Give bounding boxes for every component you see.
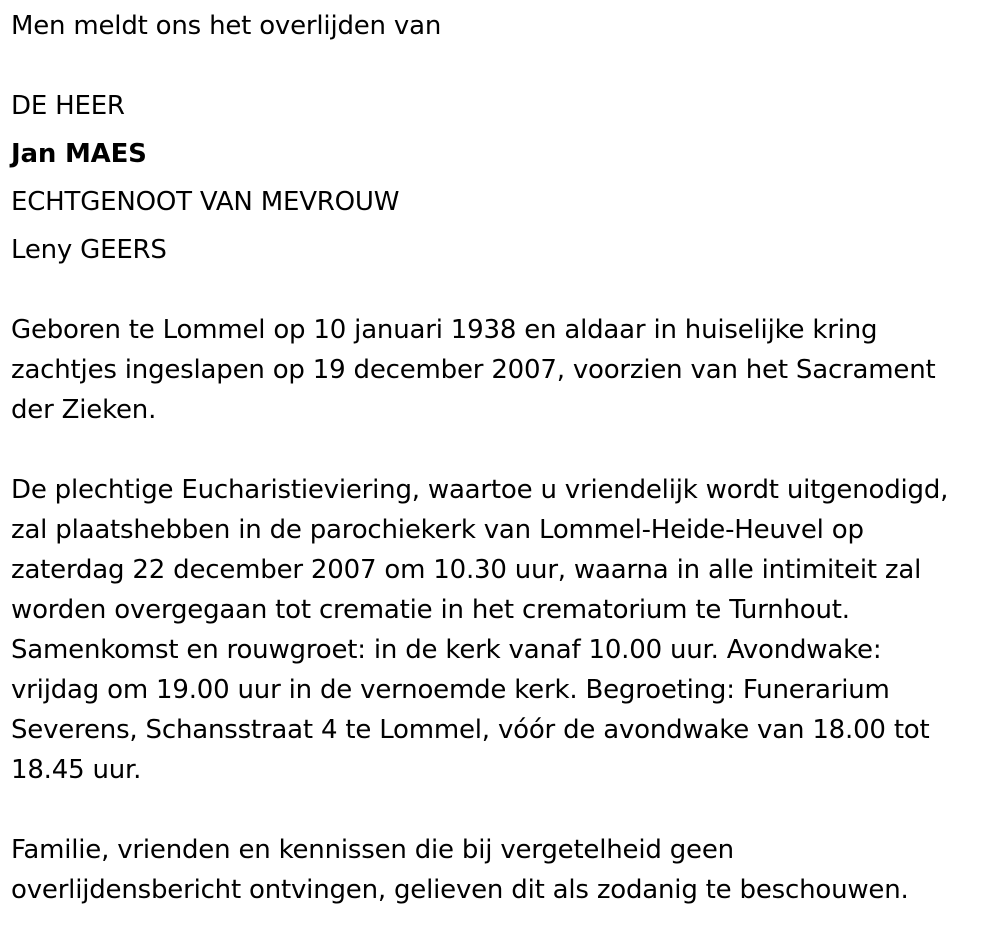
paragraph-line: Samenkomst en rouwgroet: in de kerk vanaf 10.00 uur. Avondwake: bbox=[11, 635, 882, 665]
deceased-title: DE HEER bbox=[11, 91, 125, 121]
birth-paragraph bbox=[11, 310, 935, 430]
paragraph-line: zachtjes ingeslapen op 19 december 2007, voorzien van het Sacrament bbox=[11, 355, 936, 385]
paragraph-line: De plechtige Eucharistieviering, waartoe u vriendelijk wordt uitgenodigd, bbox=[11, 475, 949, 505]
paragraph-line: worden overgegaan tot crematie in het crematorium te Turnhout. bbox=[11, 595, 850, 625]
paragraph-line: vrijdag om 19.00 uur in de vernoemde kerk. Begroeting: Funerarium bbox=[11, 675, 890, 705]
spouse-name: Leny GEERS bbox=[11, 235, 167, 265]
paragraph-line: overlijdensbericht ontvingen, gelieven dit als zodanig te beschouwen. bbox=[11, 875, 909, 905]
paragraph-line: Geboren te Lommel op 10 januari 1938 en aldaar in huiselijke kring bbox=[11, 315, 878, 345]
deceased-name: Jan MAES bbox=[11, 139, 147, 169]
intro-text: Men meldt ons het overlijden van bbox=[11, 11, 442, 41]
closing-paragraph bbox=[11, 830, 909, 910]
paragraph-line: zal plaatshebben in de parochiekerk van Lommel-Heide-Heuvel op bbox=[11, 515, 864, 545]
paragraph-line: Familie, vrienden en kennissen die bij vergetelheid geen bbox=[11, 835, 734, 865]
paragraph-line: Severens, Schansstraat 4 te Lommel, vóór de avondwake van 18.00 tot bbox=[11, 715, 930, 745]
paragraph-line: der Zieken. bbox=[11, 395, 157, 425]
paragraph-line: zaterdag 22 december 2007 om 10.30 uur, waarna in alle intimiteit zal bbox=[11, 555, 922, 585]
spouse-title: ECHTGENOOT VAN MEVROUW bbox=[11, 187, 400, 217]
ceremony-paragraph bbox=[11, 470, 948, 790]
paragraph-line: 18.45 uur. bbox=[11, 755, 142, 785]
